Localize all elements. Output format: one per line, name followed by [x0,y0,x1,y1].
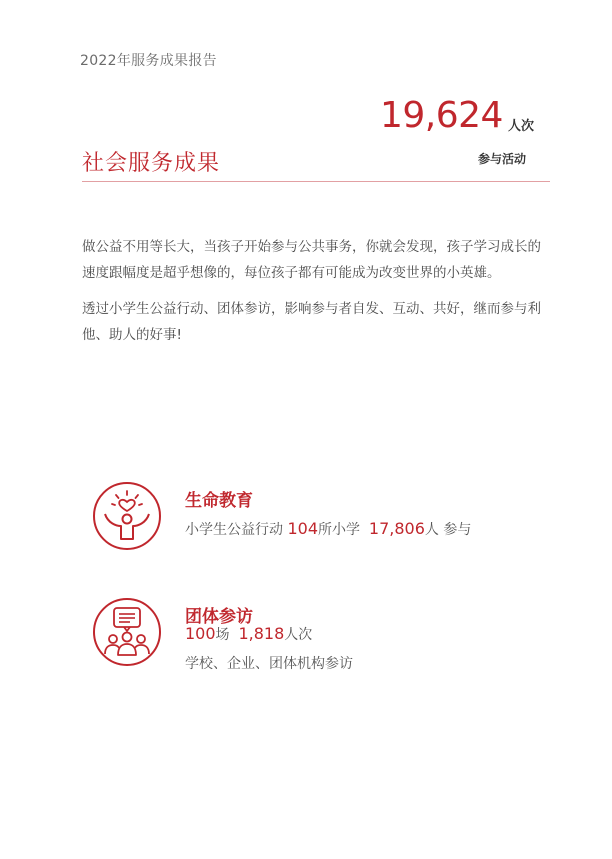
feature-title: 生命教育 [185,491,253,511]
participation-caption: 参与活动 [478,152,527,166]
feature-stats [185,519,471,539]
report-title: 2022年服务成果报告 [80,53,217,69]
feature-stats [185,624,312,644]
visits-unit: 人次 [284,627,313,643]
sessions-count: 100 [185,624,216,643]
intro-paragraph-2: 透过小学生公益行动、团体参访，影响参与者自发、互动、共好，继而参与利他、助人的好事! [82,301,541,343]
people-unit: 人 [424,522,439,538]
participation-count: 19,624 [380,95,503,136]
intro-text [82,234,542,358]
section-title: 社会服务成果 [82,151,221,176]
program-name: 小学生公益行动 [185,522,283,538]
schools-count: 104 [287,519,318,538]
feature-title: 团体参访 [185,607,253,627]
feature-description: 学校、企业、团体机构参访 [185,656,353,672]
sessions-unit: 场 [215,627,230,643]
heart-hands-child-icon [92,481,162,551]
intro-paragraph-1: 做公益不用等长大，当孩子开始参与公共事务，你就会发现，孩子学习成长的速度跟幅度是超乎想像的，每位孩子都有可能成为改变世界的小英雄。 [82,239,541,281]
section-divider [82,181,550,182]
people-count: 17,806 [368,519,425,538]
people-suffix: 参与 [443,522,472,538]
schools-unit: 所小学 [318,522,360,538]
participation-unit: 人次 [508,119,535,134]
visits-count: 1,818 [238,624,285,643]
speech-bubble-group-icon [92,597,162,667]
